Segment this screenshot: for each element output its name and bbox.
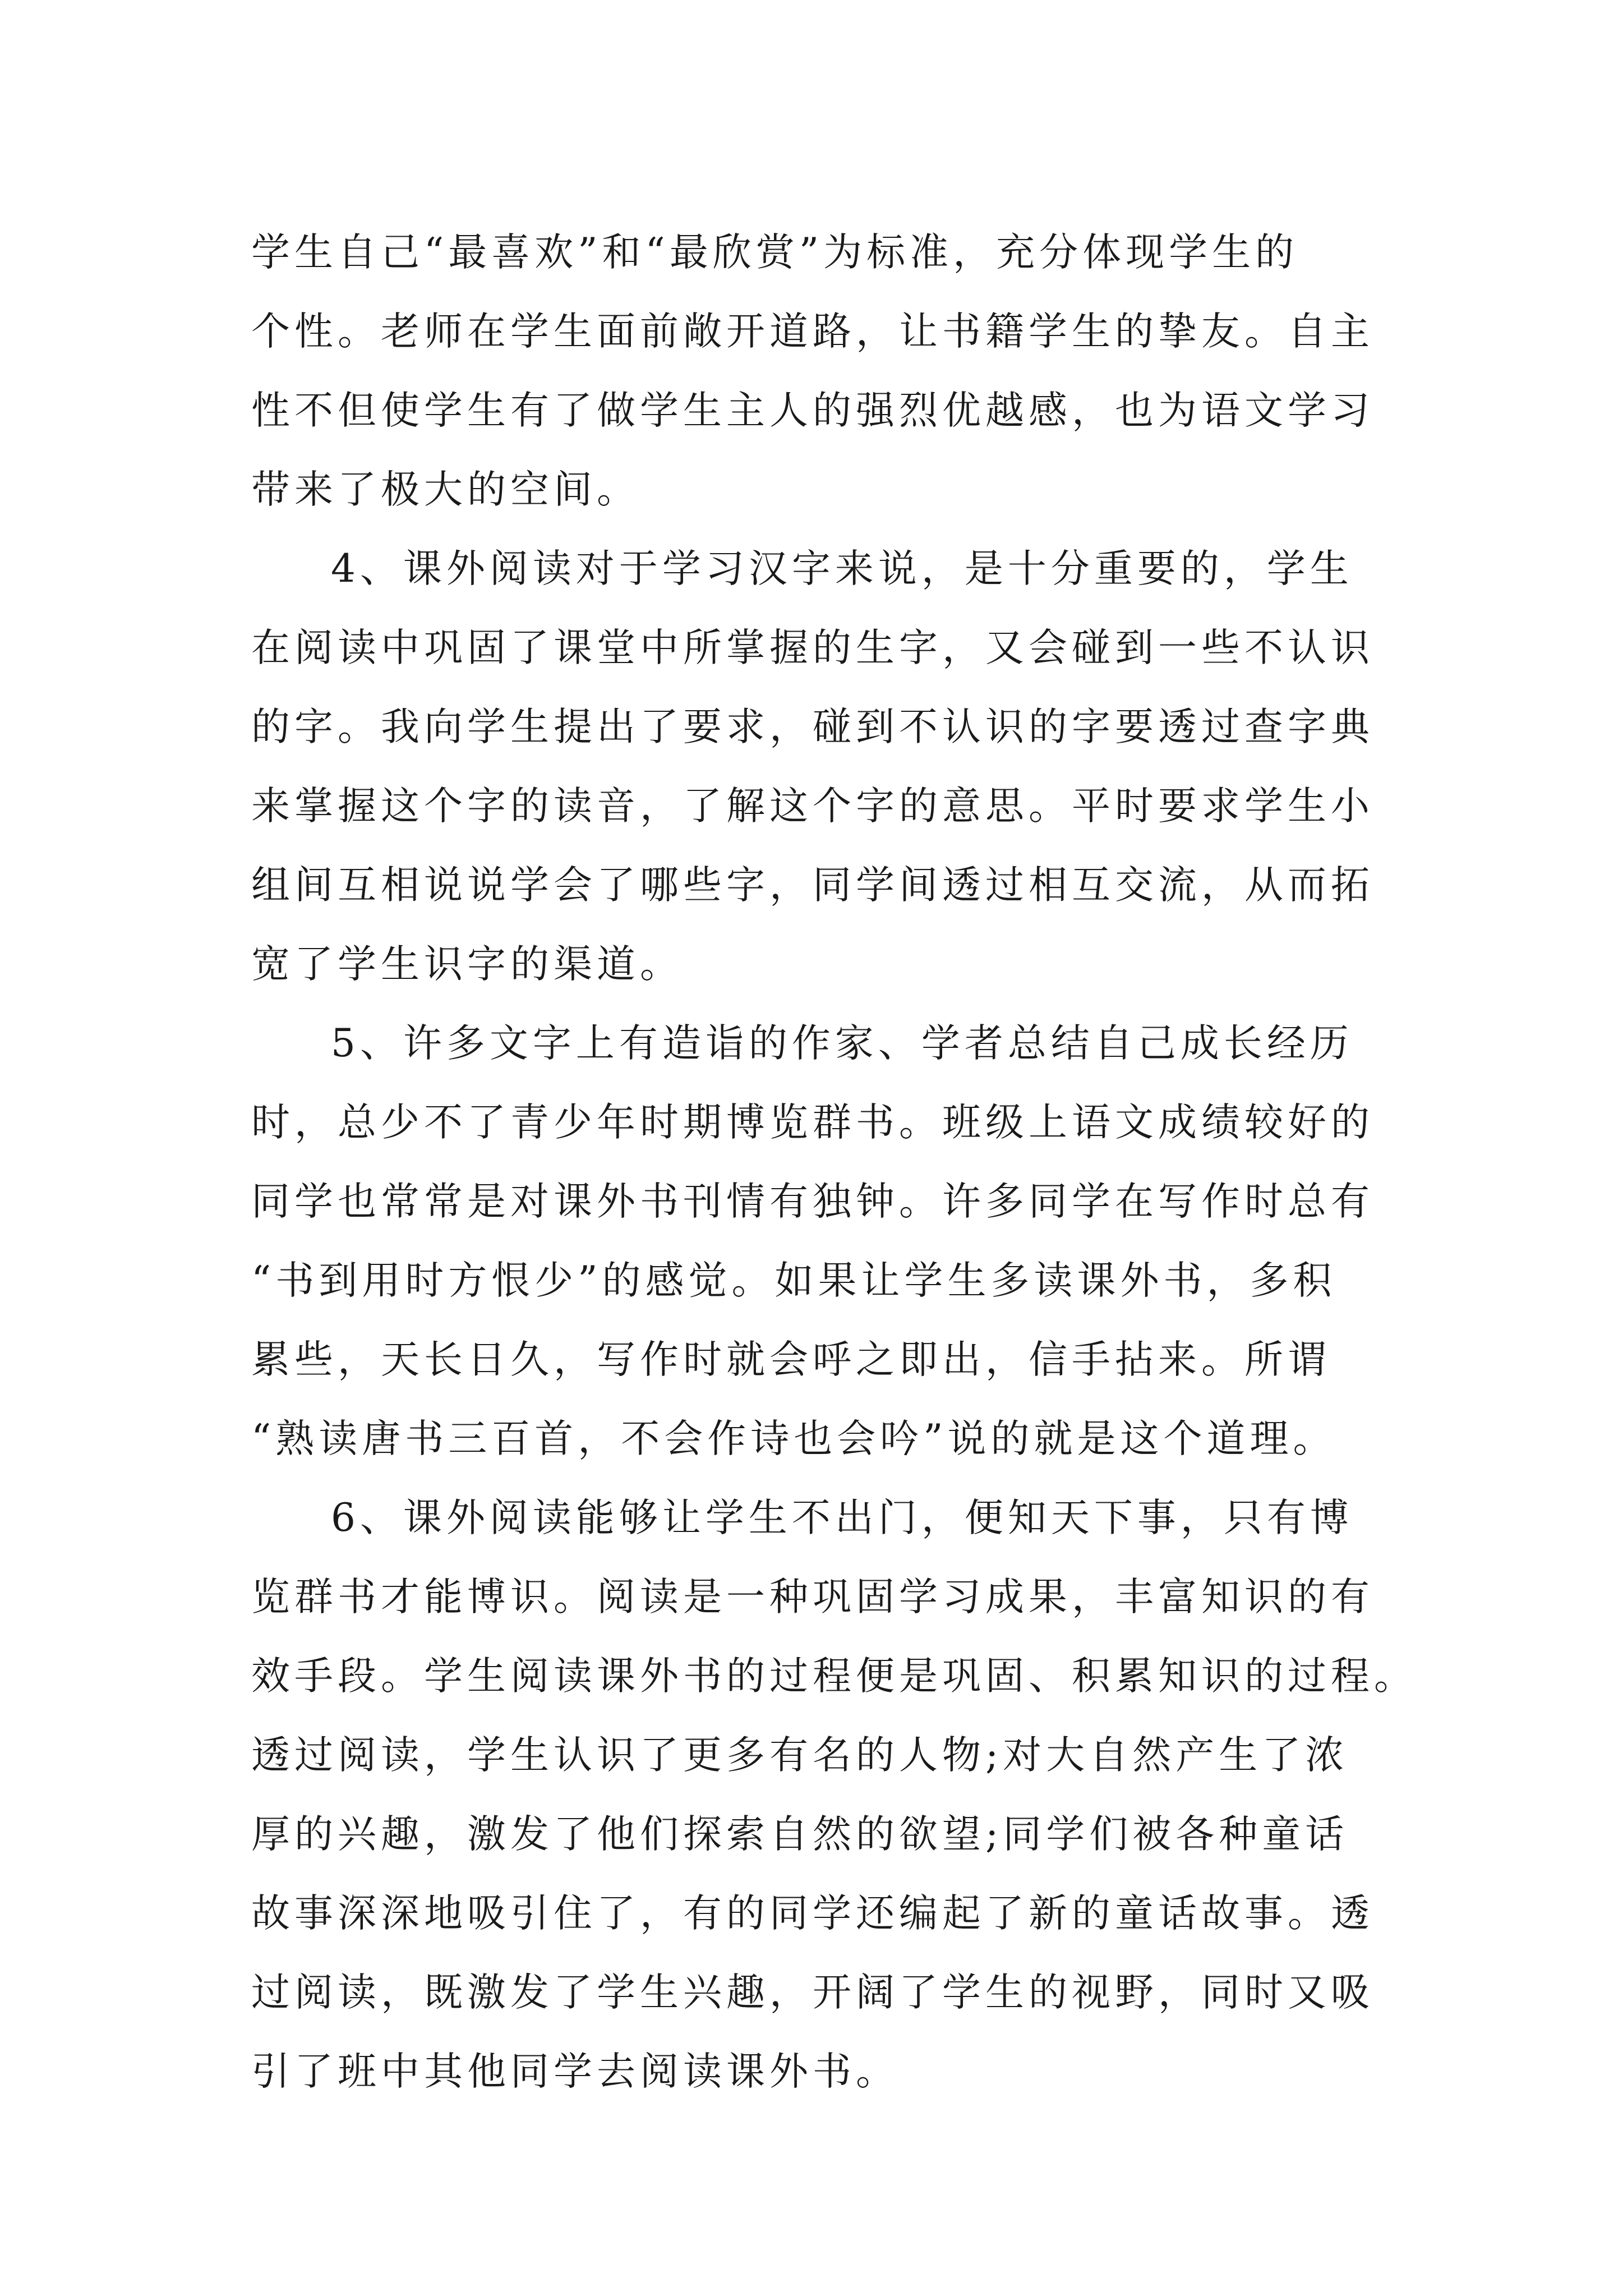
text-line: 累些，天长日久，写作时就会呼之即出，信手拈来。所谓 [251, 1337, 1331, 1382]
text-line: 透过阅读，学生认识了更多有名的人物;对大自然产生了浓 [251, 1733, 1349, 1778]
paragraph-4-start: 4、课外阅读对于学习汉字来说，是十分重要的，学生 [331, 546, 1353, 591]
document-body [251, 213, 1417, 2111]
text-line: 效手段。学生阅读课外书的过程便是巩固、积累知识的过程。 [251, 1654, 1417, 1699]
text-line: 带来了极大的空间。 [251, 467, 640, 512]
paragraph-6-start: 6、课外阅读能够让学生不出门，便知天下事，只有博 [331, 1496, 1353, 1540]
text-line: 览群书才能博识。阅读是一种巩固学习成果，丰富知识的有 [251, 1575, 1374, 1619]
text-line: 组间互相说说学会了哪些字，同学间透过相互交流，从而拓 [251, 863, 1374, 908]
text-line: 同学也常常是对课外书刊情有独钟。许多同学在写作时总有 [251, 1179, 1374, 1224]
text-line: 厚的兴趣，激发了他们探索自然的欲望;同学们被各种童话 [251, 1812, 1349, 1857]
text-line: 在阅读中巩固了课堂中所掌握的生字，又会碰到一些不认识 [251, 625, 1374, 670]
text-line: 的字。我向学生提出了要求，碰到不认识的字要透过查字典 [251, 705, 1374, 749]
text-line: “熟读唐书三百首，不会作诗也会吟”说的就是这个道理。 [251, 1416, 1336, 1461]
page-bottom-margin [0, 2229, 1623, 2296]
text-line: 个性。老师在学生面前敞开道路，让书籍学生的挚友。自主 [251, 309, 1374, 354]
text-line: 引了班中其他同学去阅读课外书。 [251, 2049, 899, 2094]
text-line: 学生自己“最喜欢”和“最欣赏”为标准，充分体现学生的 [251, 230, 1299, 275]
text-line: 时，总少不了青少年时期博览群书。班级上语文成绩较好的 [251, 1100, 1374, 1145]
text-line: 故事深深地吸引住了，有的同学还编起了新的童话故事。透 [251, 1891, 1374, 1936]
text-line: 性不但使学生有了做学生主人的强烈优越感，也为语文学习 [251, 388, 1374, 433]
text-line: 过阅读，既激发了学生兴趣，开阔了学生的视野，同时又吸 [251, 1970, 1374, 2015]
paragraph-5-start: 5、许多文字上有造诣的作家、学者总结自己成长经历 [331, 1021, 1353, 1066]
text-line: 宽了学生识字的渠道。 [251, 942, 683, 987]
text-line: “书到用时方恨少”的感觉。如果让学生多读课外书，多积 [251, 1258, 1336, 1303]
text-line: 来掌握这个字的读音，了解这个字的意思。平时要求学生小 [251, 784, 1374, 829]
